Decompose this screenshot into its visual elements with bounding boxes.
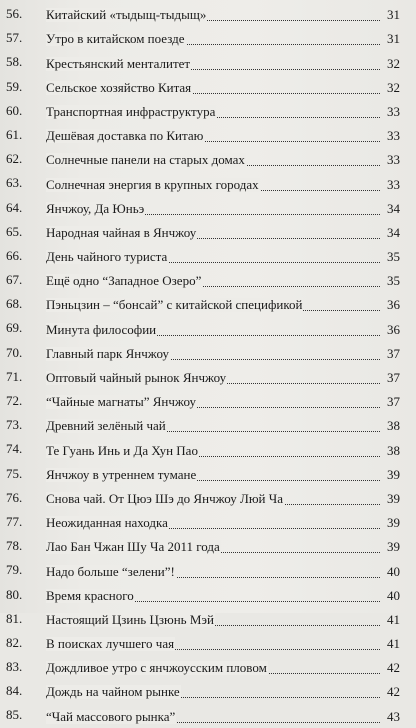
toc-entry-line [46,607,400,631]
toc-entry [0,292,416,316]
toc-entry-title: Надо больше “зелени”! [46,563,175,579]
table-of-contents [0,2,416,728]
toc-entry-line [46,534,400,558]
toc-entry-title: Солнечные панели на старых домах [46,152,245,168]
toc-entry-page-number: 33 [387,128,400,144]
toc-entry-page-number: 43 [387,708,400,724]
toc-entry-title: Лао Бан Чжан Шу Ча 2011 года [46,539,220,555]
toc-entry [0,123,416,147]
toc-entry [0,171,416,195]
toc-entry-title: Неожиданная находка [46,515,168,531]
toc-entry-page-number: 41 [387,611,400,627]
toc-entry-page-number: 42 [387,684,400,700]
toc-entry-page-number: 33 [387,176,400,192]
toc-entry-number: 64. [6,199,23,215]
toc-entry-line [46,26,400,50]
toc-entry-line [46,389,400,413]
toc-entry-title: Настоящий Цзинь Цзюнь Мэй [46,611,214,627]
toc-entry-number: 77. [6,513,23,529]
toc-entry-number: 73. [6,417,23,433]
toc-entry-page-number: 36 [387,297,400,313]
toc-entry-number: 74. [6,441,23,457]
toc-entry-page-number: 35 [387,249,400,265]
toc-entry-line [46,462,400,486]
toc-entry-title: Янчжоу, Да Юньэ [46,200,145,216]
toc-entry-number: 70. [6,344,23,360]
toc-entry-line [46,437,400,461]
toc-entry [0,50,416,74]
toc-entry-page-number: 37 [387,394,400,410]
toc-entry-title: Пэньцзин – “бонсай” с китайской спецификой [46,297,303,313]
toc-entry-page-number: 36 [387,321,400,337]
toc-entry-page-number: 42 [387,660,400,676]
toc-entry [0,244,416,268]
toc-entry [0,99,416,123]
toc-entry-number: 68. [6,296,23,312]
toc-entry [0,558,416,582]
toc-entry-number: 84. [6,683,23,699]
toc-entry-title: Транспортная инфраструктура [46,103,216,119]
toc-entry [0,534,416,558]
toc-entry [0,679,416,703]
toc-entry-title: Снова чай. От Цюэ Шэ до Янчжоу Люй Ча [46,490,283,506]
toc-entry [0,26,416,50]
toc-entry [0,631,416,655]
toc-entry-number: 82. [6,634,23,650]
toc-entry-line [46,50,400,74]
toc-entry-page-number: 37 [387,345,400,361]
toc-entry [0,196,416,220]
toc-entry-title: День чайного туриста [46,249,168,265]
toc-entry-number: 61. [6,126,23,142]
toc-entry [0,703,416,727]
toc-entry-title: Древний зелёный чай [46,418,166,434]
toc-entry-title: Дешёвая доставка по Китаю [46,128,204,144]
toc-entry-title: “Чай массового рынка” [46,708,176,724]
toc-entry [0,655,416,679]
toc-entry-number: 72. [6,393,23,408]
toc-entry-number: 81. [6,610,23,626]
toc-entry-line [46,365,400,389]
toc-entry-page-number: 40 [387,563,400,579]
toc-entry-line [46,679,400,703]
toc-entry-number: 59. [6,78,23,94]
toc-entry-line [46,655,400,679]
toc-entry [0,147,416,171]
toc-entry-line [46,316,400,340]
toc-entry [0,268,416,292]
toc-entry-line [46,123,400,147]
toc-entry-title: Солнечная энергия в крупных городах [46,176,259,192]
toc-entry [0,341,416,365]
toc-entry-title: Народная чайная в Янчжоу [46,224,197,240]
toc-entry-line [46,486,400,510]
toc-entry-page-number: 31 [387,31,400,47]
toc-entry-page-number: 32 [387,55,400,71]
toc-entry-number: 58. [6,54,23,70]
toc-entry-number: 57. [6,30,23,46]
toc-entry [0,75,416,99]
toc-entry-page-number: 33 [387,152,400,168]
toc-entry [0,510,416,534]
toc-entry-line [46,510,400,534]
toc-entry-page-number: 39 [387,466,400,482]
toc-entry [0,607,416,631]
toc-entry-line [46,147,400,171]
toc-entry-page-number: 35 [387,273,400,289]
toc-entry-line [46,341,400,365]
toc-entry-line [46,583,400,607]
toc-entry-page-number: 38 [387,418,400,434]
toc-entry-number: 62. [6,151,23,167]
toc-entry-title: Ещё одно “Западное Озеро” [46,273,202,289]
toc-entry [0,2,416,26]
toc-entry-number: 85. [6,707,23,723]
toc-entry-number: 71. [6,368,23,384]
toc-entry-line [46,99,400,123]
toc-entry [0,316,416,340]
toc-entry [0,413,416,437]
toc-entry [0,220,416,244]
toc-entry [0,437,416,461]
toc-entry [0,389,416,413]
toc-entry-title: Время красного [46,587,134,603]
toc-entry-line [46,703,400,727]
toc-entry-line [46,196,400,220]
toc-entry-number: 75. [6,465,23,481]
toc-entry-number: 66. [6,247,23,263]
toc-entry-page-number: 39 [387,539,400,555]
toc-entry-title: Крестьянский менталитет [46,55,191,71]
toc-entry-line [46,268,400,292]
toc-entry-page-number: 33 [387,103,400,119]
toc-entry-page-number: 34 [387,224,400,240]
toc-entry-title: Оптовый чайный рынок Янчжоу [46,370,227,385]
toc-entry-number: 83. [6,659,23,675]
toc-entry-line [46,292,400,316]
toc-entry-title: Дождь на чайном рынке [46,684,180,700]
toc-entry-title: Китайский «тыдыщ-тыдыщ» [46,7,207,23]
toc-entry-title: В поисках лучшего чая [46,636,175,652]
toc-entry [0,365,416,389]
toc-entry-line [46,558,400,582]
toc-entry-title: Минута философии [46,321,157,337]
toc-entry-page-number: 31 [387,7,400,23]
toc-entry-title: Дождливое утро с янчжоусским пловом [46,660,267,676]
toc-entry-number: 80. [6,586,23,602]
toc-entry-line [46,2,400,26]
toc-entry-page-number: 34 [387,200,400,216]
toc-entry-page-number: 39 [387,515,400,531]
toc-entry-title: Янчжоу в утреннем тумане [46,466,197,482]
toc-entry-title: Утро в китайском поезде [46,31,185,47]
toc-entry-number: 56. [6,6,23,21]
toc-entry-title: “Чайные магнаты” Янчжоу [46,394,197,410]
toc-entry-number: 65. [6,223,23,239]
toc-entry-line [46,631,400,655]
toc-entry-page-number: 41 [387,636,400,652]
toc-entry-page-number: 38 [387,442,400,458]
toc-entry-number: 60. [6,102,23,118]
toc-entry-title: Те Гуань Инь и Да Хун Пао [46,442,198,458]
toc-entry-line [46,75,400,99]
toc-entry-number: 78. [6,538,23,554]
toc-entry-page-number: 32 [387,79,400,95]
toc-entry-number: 63. [6,175,23,191]
toc-entry-page-number: 37 [387,370,400,385]
toc-entry [0,462,416,486]
toc-entry-title: Сельское хозяйство Китая [46,79,192,95]
toc-entry-page-number: 39 [387,490,400,506]
toc-entry-number: 76. [6,489,23,505]
toc-entry-line [46,220,400,244]
toc-entry-line [46,171,400,195]
toc-entry-number: 67. [6,272,23,288]
toc-entry-number: 69. [6,320,23,336]
toc-entry-line [46,244,400,268]
toc-entry-number: 79. [6,562,23,578]
toc-entry-line [46,413,400,437]
toc-entry-page-number: 40 [387,587,400,603]
toc-entry-title: Главный парк Янчжоу [46,345,169,361]
toc-entry [0,583,416,607]
toc-entry [0,486,416,510]
